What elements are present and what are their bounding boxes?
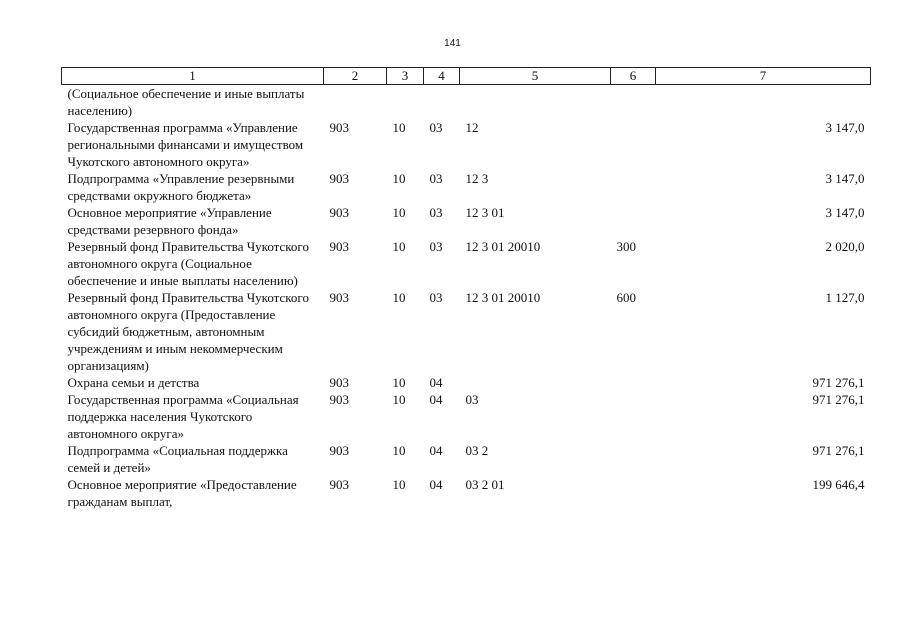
row-section (387, 85, 424, 120)
row-name: Основное мероприятие «Управление средствами резервного фонда» (67, 205, 272, 237)
row-section: 10 (392, 375, 406, 390)
row-code: 903 (329, 120, 349, 135)
row-subsection: 03 (429, 290, 443, 305)
table-row (62, 476, 871, 510)
row-subsection: 04 (429, 477, 443, 492)
row-target-code (460, 374, 611, 391)
header-col-5: 5 (460, 68, 611, 85)
row-section: 10 (392, 120, 406, 135)
table-row (62, 119, 871, 170)
row-subsection: 04 (429, 443, 443, 458)
row-amount: 971 276,1 (812, 392, 865, 407)
row-amount: 971 276,1 (812, 375, 865, 390)
row-name: Подпрограмма «Социальная поддержка семей и детей» (67, 443, 288, 475)
row-subsection: 04 (429, 375, 443, 390)
row-target-code: 12 3 (465, 171, 489, 186)
row-target-code: 03 (465, 392, 479, 407)
header-col-7: 7 (656, 68, 871, 85)
row-section: 10 (392, 205, 406, 220)
row-expense-type (611, 119, 656, 170)
row-code: 903 (329, 477, 349, 492)
table-row (62, 289, 871, 374)
row-name: Основное мероприятие «Предоставление гражданам выплат, (67, 477, 297, 509)
row-amount: 3 147,0 (825, 120, 865, 135)
table-row (62, 238, 871, 289)
row-amount: 971 276,1 (812, 443, 865, 458)
row-target-code: 03 2 (465, 443, 489, 458)
row-section: 10 (392, 171, 406, 186)
row-expense-type (611, 476, 656, 510)
header-col-4: 4 (424, 68, 460, 85)
row-name: Государственная программа «Социальная поддержка населения Чукотского автономного округа» (67, 392, 299, 441)
page-number: 141 (444, 38, 461, 49)
row-name: Подпрограмма «Управление резервными средствами окружного бюджета» (67, 171, 295, 203)
row-section: 10 (392, 239, 406, 254)
table-row (62, 204, 871, 238)
row-subsection: 03 (429, 205, 443, 220)
budget-table (61, 67, 871, 510)
table-row (62, 442, 871, 476)
header-col-1: 1 (62, 68, 324, 85)
row-amount: 199 646,4 (812, 477, 865, 492)
header-col-2: 2 (324, 68, 387, 85)
row-subsection: 03 (429, 239, 443, 254)
row-expense-type (611, 204, 656, 238)
row-target-code: 03 2 01 (465, 477, 505, 492)
row-target-code: 12 (465, 120, 479, 135)
row-section: 10 (392, 392, 406, 407)
table-row (62, 374, 871, 391)
row-amount: 3 147,0 (825, 205, 865, 220)
row-name: Резервный фонд Правительства Чукотского автономного округа (Социальное обеспечение и иные выплаты населению) (67, 239, 309, 288)
row-expense-type (611, 374, 656, 391)
row-expense-type (611, 85, 656, 120)
row-subsection: 04 (429, 392, 443, 407)
row-amount: 3 147,0 (825, 171, 865, 186)
row-target-code: 12 3 01 20010 (465, 239, 541, 254)
header-col-3: 3 (387, 68, 424, 85)
row-section: 10 (392, 477, 406, 492)
row-expense-type: 600 (616, 290, 636, 305)
row-target-code: 12 3 01 (465, 205, 505, 220)
row-code: 903 (329, 239, 349, 254)
row-amount (656, 85, 871, 120)
table-header-row (62, 68, 871, 85)
row-code: 903 (329, 443, 349, 458)
row-subsection (424, 85, 460, 120)
row-target-code (460, 85, 611, 120)
row-section: 10 (392, 290, 406, 305)
row-amount: 2 020,0 (825, 239, 865, 254)
row-expense-type (611, 442, 656, 476)
row-name: Охрана семьи и детства (67, 375, 200, 390)
row-code (324, 85, 387, 120)
row-name: Резервный фонд Правительства Чукотского автономного округа (Предоставление субсидий бюджетным, автономным учреждениям и иным некоммерческим организациям) (67, 290, 309, 373)
row-subsection: 03 (429, 120, 443, 135)
row-code: 903 (329, 171, 349, 186)
table-row (62, 170, 871, 204)
row-code: 903 (329, 392, 349, 407)
table-row (62, 85, 871, 120)
row-expense-type: 300 (616, 239, 636, 254)
row-expense-type (611, 391, 656, 442)
table-row (62, 391, 871, 442)
row-name: Государственная программа «Управление региональными финансами и имуществом Чукотского автономного округа» (67, 120, 304, 169)
row-name: (Социальное обеспечение и иные выплаты населению) (67, 86, 305, 118)
row-code: 903 (329, 205, 349, 220)
row-section: 10 (392, 443, 406, 458)
header-col-6: 6 (611, 68, 656, 85)
row-code: 903 (329, 290, 349, 305)
row-expense-type (611, 170, 656, 204)
row-subsection: 03 (429, 171, 443, 186)
row-target-code: 12 3 01 20010 (465, 290, 541, 305)
row-code: 903 (329, 375, 349, 390)
table-body (62, 85, 871, 511)
row-amount: 1 127,0 (825, 290, 865, 305)
